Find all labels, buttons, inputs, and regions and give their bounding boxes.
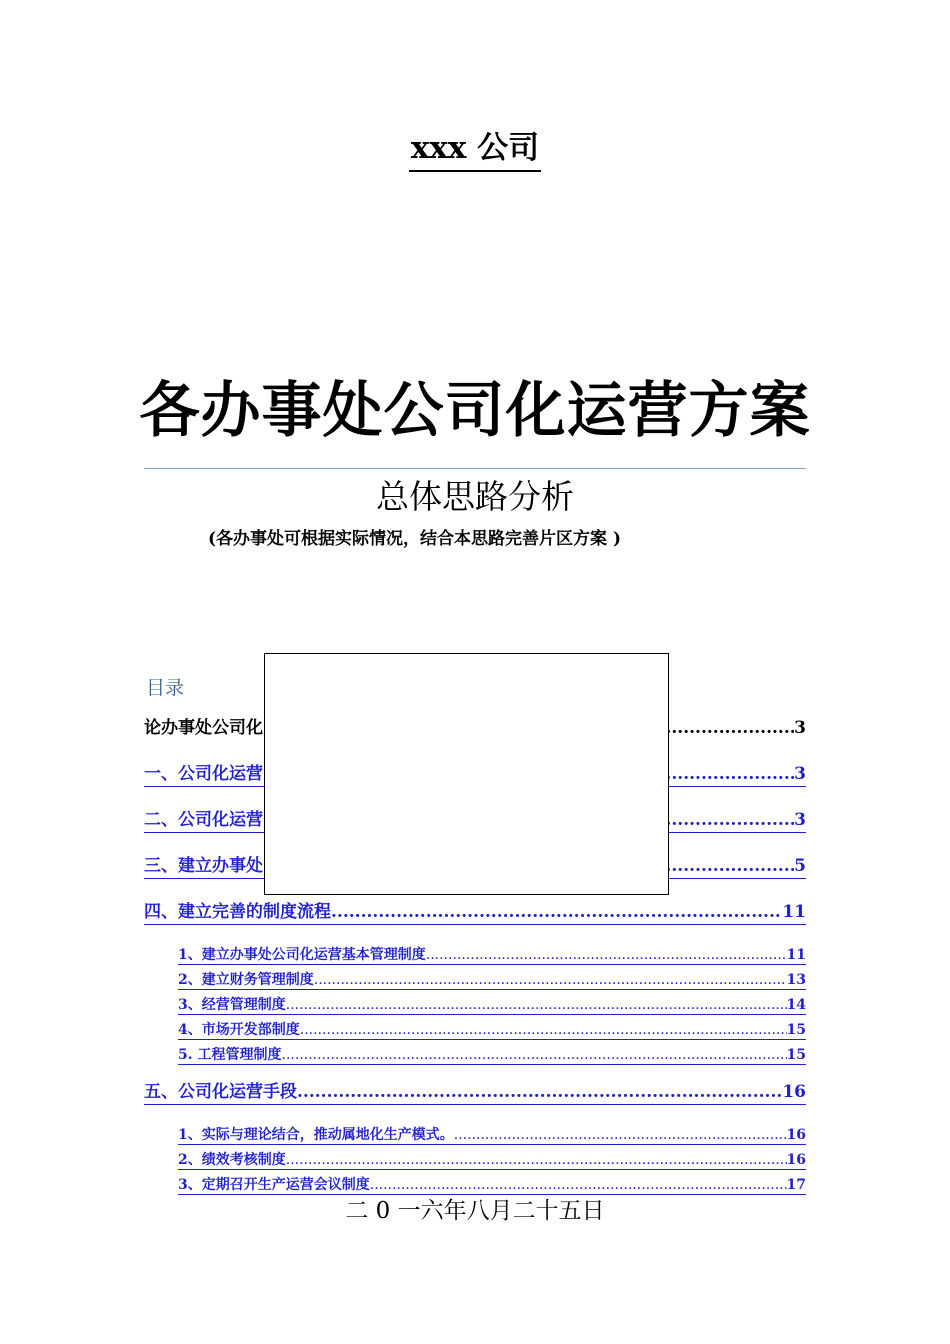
toc-entry-text: 三、建立办事处	[144, 856, 263, 876]
toc-entry-section-5[interactable]	[144, 1078, 806, 1105]
toc-entry-text: 2、建立财务管理制度	[178, 972, 314, 988]
toc-leader-dots	[286, 996, 787, 1014]
toc-heading: 目录	[146, 677, 185, 699]
toc-leader-dots	[370, 1176, 787, 1194]
toc-entry-page: 14	[786, 997, 806, 1013]
toc-entry-page: 3	[794, 718, 806, 738]
company-name	[0, 128, 950, 172]
toc-entry-page: 17	[786, 1177, 806, 1193]
toc-entry-text: 1、实际与理论结合，推动属地化生产模式。	[178, 1127, 454, 1143]
toc-entry-page: 11	[786, 947, 806, 963]
toc-entry-page: 13	[786, 972, 806, 988]
toc-leader-dots	[300, 1021, 787, 1039]
toc-entry-page: 3	[794, 810, 806, 830]
toc-entry-text: 二、公司化运营	[144, 810, 263, 830]
document-date: 二 0 一六年八月二十五日	[345, 1198, 605, 1224]
toc-entry-text: 3、经营管理制度	[178, 997, 286, 1013]
company-name-text: xxx 公司	[409, 128, 541, 172]
toc-entry-text: 5. 工程管理制度	[178, 1047, 282, 1063]
toc-entry-text: 论办事处公司化	[144, 718, 263, 738]
toc-entry-5-1[interactable]	[178, 1124, 806, 1145]
toc-entry-text: 4、市场开发部制度	[178, 1022, 300, 1038]
toc-leader-dots	[314, 971, 787, 989]
subtitle-note: (各办事处可根据实际情况，结合本思路完善片区方案 )	[208, 529, 622, 549]
toc-entry-text: 五、公司化运营手段	[144, 1082, 297, 1102]
toc-entry-4-2[interactable]	[178, 969, 806, 990]
toc-entry-page: 16	[786, 1152, 806, 1168]
toc-entry-page: 5	[794, 856, 806, 876]
toc-leader-dots	[331, 900, 782, 924]
toc-entry-4-4[interactable]	[178, 1019, 806, 1040]
toc-leader-dots	[282, 1046, 787, 1064]
toc-entry-text: 四、建立完善的制度流程	[144, 902, 331, 922]
toc-entry-text: 1、建立办事处公司化运营基本管理制度	[178, 947, 426, 963]
toc-entry-page: 11	[782, 902, 806, 922]
toc-entry-4-1[interactable]	[178, 944, 806, 965]
document-subtitle: 总体思路分析	[376, 477, 574, 516]
toc-entry-5-3[interactable]	[178, 1174, 806, 1195]
toc-entry-page: 15	[786, 1022, 806, 1038]
toc-entry-page: 3	[794, 764, 806, 784]
toc-entry-text: 2、绩效考核制度	[178, 1152, 286, 1168]
toc-leader-dots	[426, 946, 787, 964]
blank-overlay-box	[264, 653, 669, 895]
toc-entry-4-3[interactable]	[178, 994, 806, 1015]
toc-entry-4-5[interactable]	[178, 1044, 806, 1065]
toc-entry-page: 16	[782, 1082, 806, 1102]
toc-entry-page: 16	[786, 1127, 806, 1143]
toc-entry-section-4[interactable]	[144, 898, 806, 925]
toc-entry-text: 3、定期召开生产运营会议制度	[178, 1177, 370, 1193]
toc-entry-text: 一、公司化运营	[144, 764, 263, 784]
toc-leader-dots	[286, 1151, 787, 1169]
title-divider	[144, 468, 806, 469]
toc-leader-dots	[297, 1080, 782, 1104]
toc-entry-page: 15	[786, 1047, 806, 1063]
toc-entry-5-2[interactable]	[178, 1149, 806, 1170]
toc-leader-dots	[454, 1126, 787, 1144]
document-title: 各办事处公司化运营方案	[139, 376, 811, 446]
